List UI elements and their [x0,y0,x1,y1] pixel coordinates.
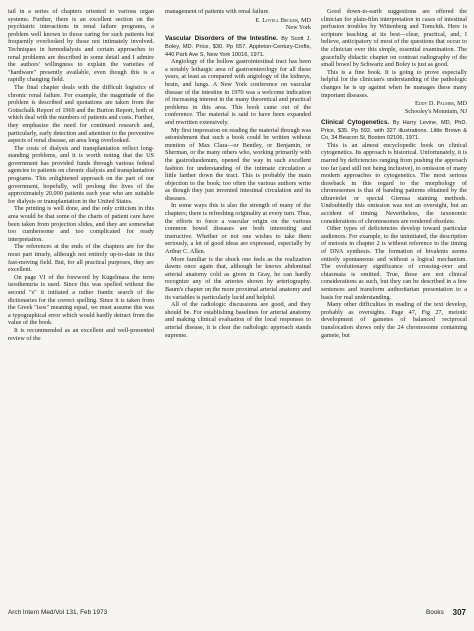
paragraph: My first impression on reading the material through was astonishment that such a book could be written without mention of Max Clara—or Bentley, or Benjamin, or Sherman, or the many others who, working primarily with the gastroduodenum, opened the way in such excellent fashion for understanding of the intimate circulation a little farther down the tract. This is probably the main objection to the book; too often the various authors write as though they just invented intestinal circulation and its diseases. [165,126,311,202]
review-heading [165,35,311,58]
paragraph: This is an almost encyclopedic book on clinical cytogenetics. Its approach is historical. Unfortunately, it is marred by deficiencies ranging from pushing the approach too far (and still not being inclusive), to omission of many modern approaches to cytogenetics. The most serious drawback in this regard to the morphology of chromosomes is that of banding patterns obtained by the ultraviolet or special Giemsa staining methods. Undoubtedly this omission was not an oversight, but an accident of timing. Nevertheless, the taxonomic considerations of chromosomes are rendered obsolete. [321,141,467,225]
paragraph: The printing is well done, and the only criticism in this area would be that some of the charts of patient care have been taken from projection slides, and they are somewhat too cumbersome and too complicated for ready interpretation. [8,205,154,243]
review-bibliographic-info: By Harry Levine, MD, PhD. Price, $35. Pp 592, with 327 illustrations. Little Brown & Co, 34 Beacon St, Boston 02106, 1971. [321,119,467,142]
text-column-3 [321,8,467,339]
review-heading [321,119,467,142]
journal-citation: Arch Intern Med/Vol 131, Feb 1973 [8,609,108,616]
text-column-1 [8,8,154,342]
paragraph: On page VI of the foreword by Kugelmass the term isosthenuria is used. Since this was spelled without the second "s" it initiated a rather frantic search of the dictionaries for the correct spelling. Since it is taken from the Greek "isos" meaning equal, we must assume this was a typographical error which would hardly detract from the value of the book. [8,273,154,327]
reviewer-location: New York [285,24,311,31]
reviewer-signature [321,100,467,115]
reviewer-name: Eddy D. Palmer, MD [414,100,467,108]
section-name: Books [426,609,444,616]
reviewer-name: E. Lovell Becker, MD [255,16,311,24]
paragraph: The references at the ends of the chapters are for the most part timely, although not entirely up-to-date in this fast-moving field. But, for all practical purposes, they are excellent. [8,243,154,274]
paragraph: Good down-to-earth suggestions are offered the clinician for plain-film interpretation in cases of intestinal perfusion troubles by Wittenberg and Tomchik. Here is scripture teaching at its best—clear, practical, and, I believe, anticipatory of most of the questions that occur to the clinician over this simple, essential examination. The gracefully didactic chapter on contrast radiography of the small bowel by Schwartz and Boley is just as good. [321,8,467,69]
reviewer-signature [165,17,311,32]
review-title: Vascular Disorders of the Intestine. [165,35,278,43]
paragraph: Angiology of the hollow gastrointestinal tract has been a notably lethargic area of gastroenterology for all these years, at least as compared with angiology of the kidneys, brain, and lungs. A New York conference on vascular disease of the intestine in 1970 was a welcome indication of increasing interest in the many theoretical and practical problems in this area. This book came out of the conference. The material is said to have been expanded and rewritten extensively. [165,58,311,126]
review-title: Clinical Cytogenetics. [321,118,390,126]
paragraph: More familiar is the shock one feels as the realization dawns once again that, although he knows abdominal arterial anatomy cold as given in Gray, he can hardly recognize any of the arteries shown by arteriography. Baum's chapter on the more proximal arterial anatomy and its variables is particularly lucid and helpful. [165,255,311,301]
page-number: 307 [452,608,466,617]
page-footer [8,609,466,619]
paragraph: tail in a series of chapters oriented to various organ systems. Further, there is an excellent section on the psychiatric interactions in renal failure programs, a problem well known to those caring for such patients but frequently overlooked by those not intimately involved. Techniques in hemodialysis and certain approaches to renal problems are described in some detail and I admire the authors' willingness to explain the varieties of "hardware" presently available, even though this is a rapidly changing field. [8,8,154,84]
reviewer-location: Schooley's Mountain, NJ [404,107,467,115]
paragraph: It is recommended as an excellent and well-presented review of the [8,326,154,342]
paragraph: The costs of dialysis and transplantation reflect long-standing problems, and it is worth noting that the US government has provided funds through various federal agencies to patients on chronic dialysis and transplantation programs. This enlightened approach on the part of our government, hopefully, will prolong the lives of the approximately 20,000 patients each year who are suitable for dialysis or transplantation in the United States. [8,144,154,205]
paragraph: This is a fine book. It is going to prove especially helpful for the clinician's understanding of the pathologic changes he is up against when he manages these many important diseases. [321,68,467,99]
review-bibliographic-info: By Scott J. Boley, MD. Price, $30. Pp 657. Appleton-Century-Crofts, 440 Park Ave S, New York 10016, 1971. [165,36,312,58]
paragraph: Many other difficulties in reading of the text develop, probably as oversights. Page 47, Fig 27, meiotic development of gametes of balanced reciprocal translocation shows only the 24 chromosome containing gamete, but [321,301,467,339]
text-column-2 [165,8,311,339]
paragraph: management of patients with renal failure. [165,8,270,15]
paragraph: In some ways this is also the strength of many of the chapters; there is refreshing originality at every turn. Thus, the efforts to force a vascular origin on the various common bowel diseases are both interesting and instructive. Whether or not one wishes to take them seriously, a lot of good ideas are expressed, especially by Arthur C. Allen. [165,202,311,256]
paragraph: The final chapter deals with the difficult logistics of chronic renal failure. For example, the magnitude of the problem is described and quotations are taken from the Gottschalk Report of 1969 and the Burton Report, both of which deal with the numbers of patients and costs. Further, they emphasize the need for continued research and, particularly, early detection and attention to the preventive aspects of renal disease, an area long overlooked. [8,83,154,145]
paragraph: Other types of deficiencies develop toward particular audiences. For example, to the uninitiated, the description of meiosis in chapter 2 is without reference to the timing of DNA synthesis. The formation of bivalents seems entirely spontaneous and without a logical mechanism. The evolutionary significance of crossing-over and chiasmata is omitted. True, these are not clinical considerations as such, but they can be described in a few sentences and transform authoritarian presentation to a basis for real understanding. [321,225,467,301]
paragraph: All of the radiologic discussions are good, and they should be. For establishing baselines for arterial anatomy and making clinical evaluation of the local responses to arterial disease, it is clear the radiologic approach stands supreme. [165,301,311,339]
